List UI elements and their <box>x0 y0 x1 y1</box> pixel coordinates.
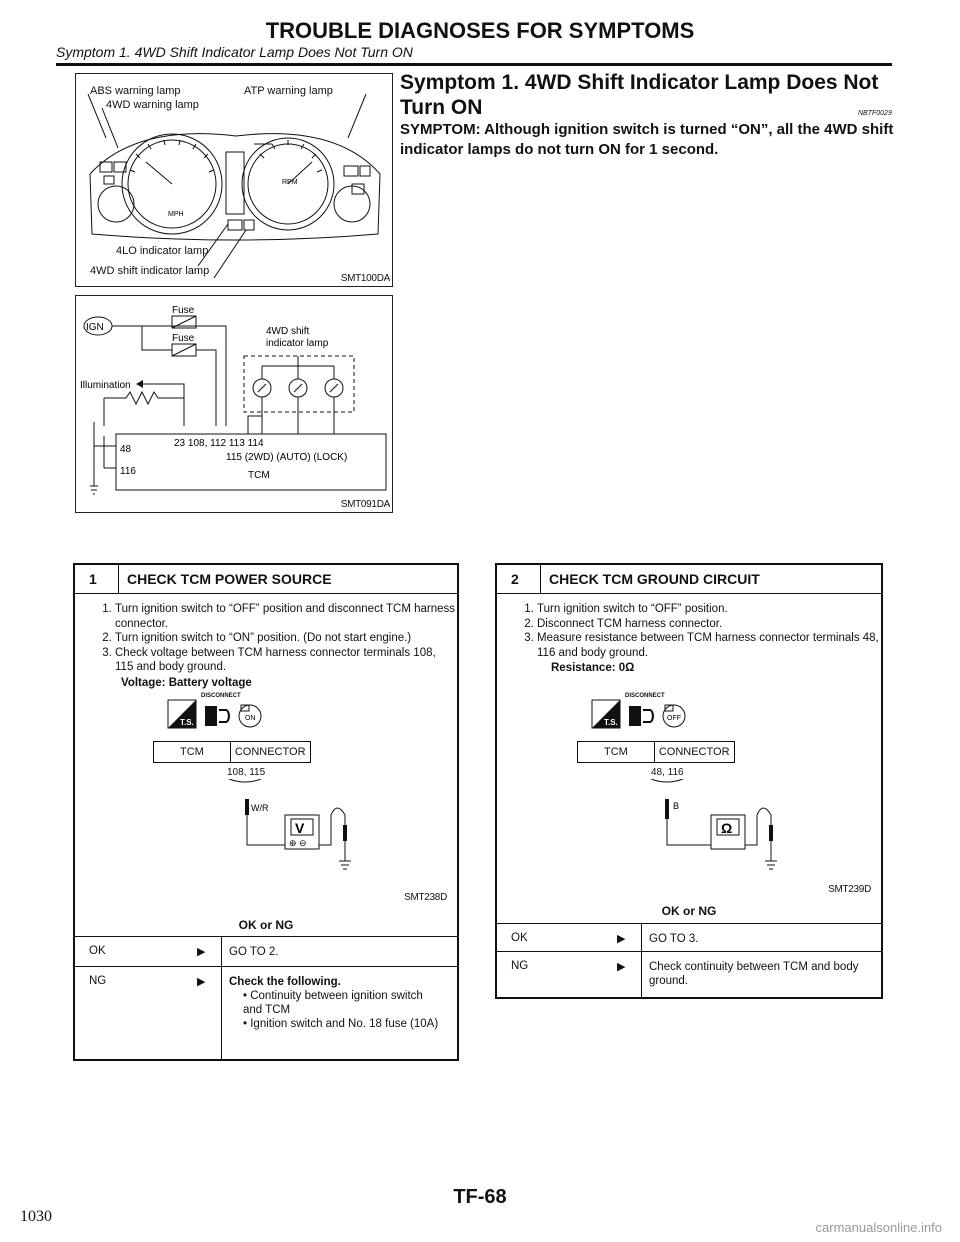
ign-label: IGN <box>86 322 104 333</box>
step1-okng: OK or NG <box>238 918 294 932</box>
ok-action: GO TO 2. <box>229 946 279 958</box>
connector-left: TCM <box>578 742 655 762</box>
disconnect-icon <box>625 702 655 735</box>
step1-number: 1 <box>75 565 119 593</box>
step1-ok-row <box>75 936 457 967</box>
abs-lamp-label: ABS warning lamp <box>90 85 181 97</box>
list-item: 3. Check voltage between TCM harness connector terminals 108, 115 and body ground. <box>115 646 457 675</box>
svg-text:MPH: MPH <box>168 211 184 218</box>
circuit-drawing <box>76 296 392 512</box>
wire-color: B <box>673 801 680 811</box>
tcm-connector <box>577 741 735 763</box>
step2-ng-row <box>497 951 881 997</box>
lamp-label-1: 4WD shift <box>266 326 310 337</box>
figure2-code: SMT091DA <box>340 499 390 510</box>
list-item: 1. Turn ignition switch to “OFF” position. <box>537 602 881 617</box>
disconnect-label: DISCONNECT <box>201 693 241 699</box>
arrow-icon: ▶ <box>617 933 626 945</box>
terminals-top: 23 108, 112 113 114 <box>174 438 264 449</box>
ignition-switch-icon <box>235 701 265 736</box>
step2-okng: OK or NG <box>661 904 717 918</box>
page-title: TROUBLE DIAGNOSES FOR SYMPTOMS <box>265 18 695 43</box>
ts-label: T.S. <box>180 718 194 727</box>
ohmmeter-drawing <box>647 779 807 879</box>
terminal-48: 48 <box>120 444 132 455</box>
ng-action: Check continuity between TCM and body ground. <box>649 961 859 987</box>
symptom-ref: NBTF0029 <box>858 110 892 117</box>
voltmeter-drawing <box>225 779 375 889</box>
figure1-code: SMT100DA <box>340 273 390 284</box>
ts-icon <box>591 699 621 734</box>
step2-box <box>495 563 883 999</box>
step2-header <box>497 565 881 594</box>
ok-action: GO TO 3. <box>649 933 699 945</box>
arrow-icon: ▶ <box>197 976 206 988</box>
terminals-mid: 115 (2WD) (AUTO) (LOCK) <box>226 452 348 463</box>
page-number: TF-68 <box>453 1186 507 1208</box>
ignition-switch-icon <box>659 701 689 736</box>
wire-color: W/R <box>251 803 269 813</box>
svg-text:⊕ ⊖: ⊕ ⊖ <box>289 838 307 848</box>
fuse2-label: Fuse <box>172 333 195 344</box>
step1-instructions <box>75 602 457 675</box>
step2-code: SMT239D <box>828 884 871 895</box>
step1-spec: Voltage: Battery voltage <box>121 676 252 689</box>
terminals-label: 108, 115 <box>227 767 266 778</box>
4lo-lamp-label: 4LO indicator lamp <box>116 245 209 257</box>
fuse1-label: Fuse <box>172 305 195 316</box>
margin-number: 1030 <box>20 1208 52 1225</box>
ok-label: OK <box>89 945 106 957</box>
list-item: • Ignition switch and No. 18 fuse (10A) <box>243 1017 439 1031</box>
ng-action <box>229 975 439 1031</box>
step1-ng-row <box>75 966 457 1059</box>
step2-title: CHECK TCM GROUND CIRCUIT <box>549 571 760 587</box>
tcm-connector <box>153 741 311 763</box>
4wd-lamp-label: 4WD warning lamp <box>106 99 199 111</box>
ts-label: T.S. <box>604 718 618 727</box>
step1-box <box>73 563 459 1061</box>
terminal-116: 116 <box>120 466 136 477</box>
arrow-icon: ▶ <box>617 961 626 973</box>
atp-lamp-label: ATP warning lamp <box>244 85 333 97</box>
list-item: 2. Disconnect TCM harness connector. <box>537 617 881 632</box>
list-item: 1. Turn ignition switch to “OFF” position and disconnect TCM harness connector. <box>115 602 457 631</box>
disconnect-label: DISCONNECT <box>625 693 665 699</box>
ts-icon <box>167 699 197 734</box>
tcm-label: TCM <box>248 470 270 481</box>
header-rule <box>56 63 892 66</box>
meter-symbol: Ω <box>721 820 733 836</box>
step2-spec: Resistance: 0Ω <box>551 662 635 674</box>
cluster-figure <box>75 73 393 287</box>
shift-lamp-label: 4WD shift indicator lamp <box>90 265 210 277</box>
switch-position: ON <box>245 715 256 722</box>
connector-right: CONNECTOR <box>658 746 730 758</box>
list-item: • Continuity between ignition switch and TCM <box>243 989 439 1017</box>
symptom-heading: Symptom 1. 4WD Shift Indicator Lamp Does Not Turn ON <box>400 71 879 119</box>
page-subtitle: Symptom 1. 4WD Shift Indicator Lamp Does Not Turn ON <box>56 44 413 60</box>
ng-title: Check the following. <box>229 976 341 988</box>
circuit-figure <box>75 295 393 513</box>
svg-text:RPM: RPM <box>282 179 298 186</box>
ok-label: OK <box>511 932 528 944</box>
watermark: carmanualsonline.info <box>815 1220 942 1235</box>
illumination-label: Illumination <box>80 380 131 391</box>
disconnect-icon <box>201 702 231 735</box>
step1-title: CHECK TCM POWER SOURCE <box>127 571 332 587</box>
symptom-text: SYMPTOM: Although ignition switch is turned “ON”, all the 4WD shift indicator lamps do not turn ON for 1 second. <box>400 121 894 158</box>
connector-left: TCM <box>154 742 231 762</box>
connector-right: CONNECTOR <box>234 746 306 758</box>
ng-label: NG <box>89 975 107 987</box>
step1-code: SMT238D <box>404 892 447 903</box>
terminals-label: 48, 116 <box>651 767 684 778</box>
ng-label: NG <box>511 960 529 972</box>
meter-symbol: V <box>295 820 305 836</box>
step2-instructions <box>497 602 881 660</box>
lamp-label-2: indicator lamp <box>266 338 329 349</box>
switch-position: OFF <box>667 715 681 722</box>
step2-ok-row <box>497 923 881 952</box>
step1-header <box>75 565 457 594</box>
step2-number: 2 <box>497 565 541 593</box>
arrow-icon: ▶ <box>197 946 206 958</box>
list-item: 2. Turn ignition switch to “ON” position. (Do not start engine.) <box>115 631 457 646</box>
list-item: 3. Measure resistance between TCM harness connector terminals 48, 116 and body ground. <box>537 631 881 660</box>
